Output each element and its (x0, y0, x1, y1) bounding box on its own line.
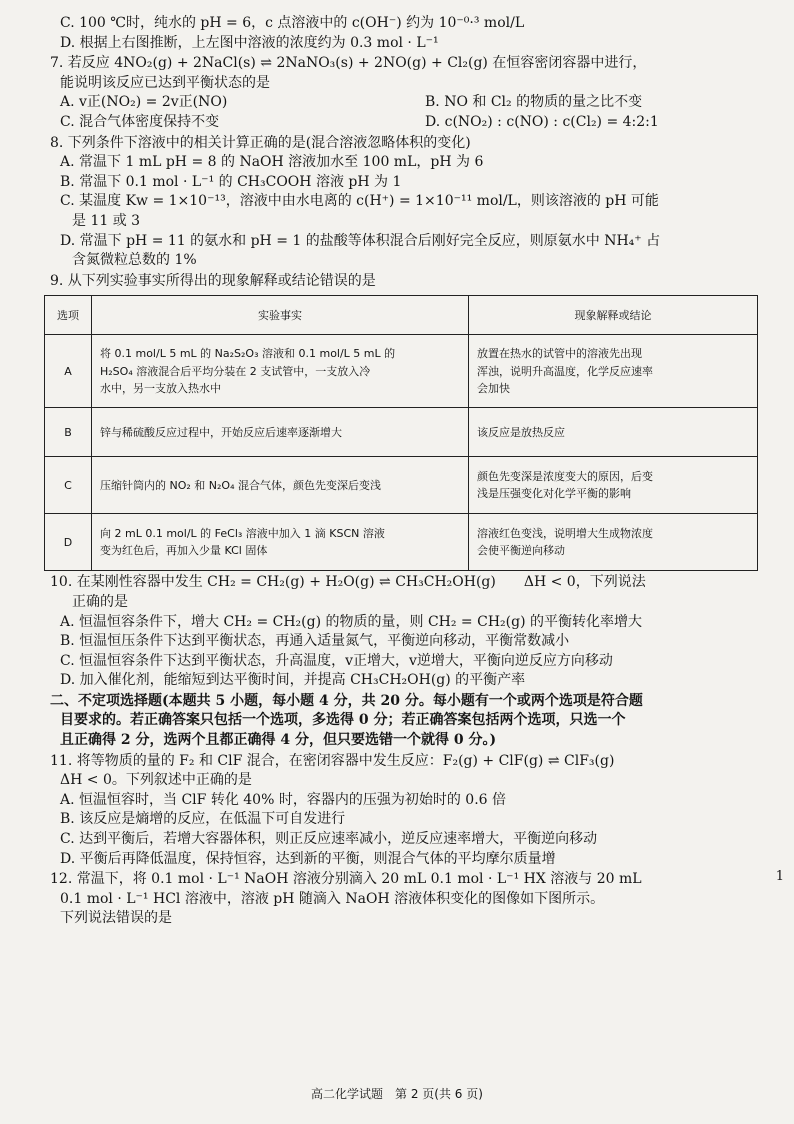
question-8 (50, 134, 754, 271)
question-11 (50, 752, 754, 870)
experiment-table (44, 295, 758, 571)
row-fact (92, 457, 469, 514)
row-fact-line: 变为红色后，再加入少量 KCl 固体 (100, 544, 268, 558)
q9-stem: 9. 从下列实验事实所得出的现象解释或结论错误的是 (50, 272, 376, 289)
table-header-row (45, 296, 758, 335)
row-conclusion (469, 457, 758, 514)
table-row (45, 457, 758, 514)
row-fact-line: 水中，另一支放入热水中 (100, 382, 221, 396)
q7-options-row-1 (50, 93, 754, 113)
section-2-line-1: 二、不定项选择题(本题共 5 小题，每小题 4 分，共 20 分。每小题有一个或两个选项是符合题 (50, 692, 643, 709)
q8-option-c: C. 某温度 Kw = 1×10⁻¹³，溶液中由水电离的 c(H⁺) = 1×10⁻¹¹ mol/L，则该溶液的 pH 可能 (60, 193, 659, 210)
row-fact (92, 514, 469, 571)
question-10 (50, 573, 754, 691)
q8-option-d-cont: 含氮微粒总数的 1% (72, 252, 197, 269)
row-fact (92, 335, 469, 408)
question-12 (50, 870, 754, 929)
q8-stem: 8. 下列条件下溶液中的相关计算正确的是(混合溶液忽略体积的变化) (50, 134, 471, 151)
row-conclusion (469, 335, 758, 408)
row-option: C (45, 457, 92, 514)
q7-stem-line-2: 能说明该反应已达到平衡状态的是 (60, 74, 270, 91)
q10-option-a: A. 恒温恒容条件下，增大 CH₂ = CH₂(g) 的物质的量，则 CH₂ = CH₂(g) 的平衡转化率增大 (60, 613, 642, 630)
table-row (45, 514, 758, 571)
q12-stem-line-1: 12. 常温下，将 0.1 mol · L⁻¹ NaOH 溶液分别滴入 20 mL 0.1 mol · L⁻¹ HX 溶液与 20 mL (50, 871, 642, 888)
section-2-line-2: 目要求的。若正确答案只包括一个选项，多选得 0 分；若正确答案包括两个选项，只选一个 (60, 712, 626, 729)
row-conclusion (469, 514, 758, 571)
q7-option-d: D. c(NO₂) : c(NO) : c(Cl₂) = 4:2:1 (425, 113, 659, 130)
q8-option-a: A. 常温下 1 mL pH = 8 的 NaOH 溶液加水至 100 mL，pH 为 6 (60, 154, 484, 171)
q11-stem-line-1: 11. 将等物质的量的 F₂ 和 ClF 混合，在密闭容器中发生反应：F₂(g) + ClF(g) ⇌ ClF₃(g) (50, 752, 615, 769)
q7-stem-line-1: 7. 若反应 4NO₂(g) + 2NaCl(s) ⇌ 2NaNO₃(s) + 2NO(g) + Cl₂(g) 在恒容密闭容器中进行， (50, 55, 647, 72)
row-conclusion-line: 浑浊，说明升高温度，化学反应速率 (477, 364, 653, 378)
q8-option-d: D. 常温下 pH = 11 的氨水和 pH = 1 的盐酸等体积混合后刚好完全反应，则原氨水中 NH₄⁺ 占 (60, 232, 661, 249)
q11-option-b: B. 该反应是熵增的反应，在低温下可自发进行 (60, 811, 346, 828)
row-fact-line: 向 2 mL 0.1 mol/L 的 FeCl₃ 溶液中加入 1 滴 KSCN 溶液 (100, 526, 385, 540)
header-fact: 实验事实 (92, 296, 469, 335)
row-conclusion-line: 颜色先变深是浓度变大的原因，后变 (477, 469, 653, 483)
table-row (45, 335, 758, 408)
row-conclusion-line: 溶液红色变浅，说明增大生成物浓度 (477, 526, 653, 540)
question-7 (50, 54, 754, 132)
q10-option-c: C. 恒温恒容条件下达到平衡状态，升高温度，v正增大，v逆增大，平衡向逆反应方向移动 (60, 652, 613, 669)
page-footer: 高二化学试题 第 2 页(共 6 页) (311, 1087, 483, 1101)
header-option: 选项 (45, 296, 92, 335)
q10-option-b: B. 恒温恒压条件下达到平衡状态，再通入适量氮气，平衡逆向移动，平衡常数减小 (60, 633, 570, 650)
row-option: A (45, 335, 92, 408)
section-2-instructions (50, 692, 754, 751)
row-fact-line: 压缩针筒内的 NO₂ 和 N₂O₄ 混合气体，颜色先变深后变浅 (100, 478, 381, 492)
q11-option-c: C. 达到平衡后，若增大容器体积，则正反应速率减小，逆反应速率增大，平衡逆向移动 (60, 831, 598, 848)
row-conclusion-line: 会加快 (477, 382, 510, 396)
row-option: D (45, 514, 92, 571)
row-conclusion-line: 该反应是放热反应 (477, 425, 565, 439)
q11-option-a: A. 恒温恒容时，当 ClF 转化 40% 时，容器内的压强为初始时的 0.6 倍 (60, 791, 506, 808)
section-2-line-3: 且正确得 2 分，选两个且都正确得 4 分，但只要选错一个就得 0 分。) (60, 732, 497, 749)
table-row (45, 408, 758, 457)
q11-option-d: D. 平衡后再降低温度，保持恒容，达到新的平衡，则混合气体的平均摩尔质量增 (60, 850, 556, 867)
row-fact (92, 408, 469, 457)
row-fact-line: H₂SO₄ 溶液混合后平均分装在 2 支试管中，一支放入冷 (100, 364, 371, 378)
row-fact-line: 锌与稀硫酸反应过程中，开始反应后速率逐渐增大 (100, 425, 342, 439)
q11-stem-line-2: ΔH < 0。下列叙述中正确的是 (60, 772, 252, 789)
question-9 (50, 272, 754, 572)
q7-options-row-2 (50, 113, 754, 133)
q7-option-a: A. v正(NO₂) = 2v正(NO) (60, 94, 228, 111)
q6-option-d: D. 根据上右图推断，上左图中溶液的浓度约为 0.3 mol · L⁻¹ (60, 34, 439, 51)
q8-option-c-cont: 是 11 或 3 (72, 212, 141, 229)
q10-option-d: D. 加入催化剂，能缩短到达平衡时间，并提高 CH₃CH₂OH(g) 的平衡产率 (60, 672, 526, 689)
row-fact-line: 将 0.1 mol/L 5 mL 的 Na₂S₂O₃ 溶液和 0.1 mol/L 5 mL 的 (100, 346, 396, 360)
q10-stem-line-1: 10. 在某刚性容器中发生 CH₂ = CH₂(g) + H₂O(g) ⇌ CH₃CH₂OH(g) ΔH < 0，下列说法 (50, 574, 646, 591)
edge-mark: 1 (775, 869, 784, 884)
row-conclusion-line: 放置在热水的试管中的溶液先出现 (477, 346, 642, 360)
q7-option-b: B. NO 和 Cl₂ 的物质的量之比不变 (425, 94, 643, 111)
row-conclusion (469, 408, 758, 457)
q12-stem-line-2: 0.1 mol · L⁻¹ HCl 溶液中，溶液 pH 随滴入 NaOH 溶液体积变化的图像如下图所示。 (60, 890, 605, 907)
q8-option-b: B. 常温下 0.1 mol · L⁻¹ 的 CH₃COOH 溶液 pH 为 1 (60, 173, 402, 190)
row-conclusion-line: 浅是压强变化对化学平衡的影响 (477, 487, 631, 501)
header-conclusion: 现象解释或结论 (469, 296, 758, 335)
row-conclusion-line: 会使平衡逆向移动 (477, 544, 565, 558)
q12-stem-line-3: 下列说法错误的是 (60, 910, 172, 927)
row-option: B (45, 408, 92, 457)
q10-stem-line-2: 正确的是 (72, 593, 128, 610)
q6-option-c: C. 100 ℃时，纯水的 pH = 6，c 点溶液中的 c(OH⁻) 约为 10⁻⁰·³ mol/L (60, 15, 525, 31)
q7-option-c: C. 混合气体密度保持不变 (60, 113, 220, 130)
